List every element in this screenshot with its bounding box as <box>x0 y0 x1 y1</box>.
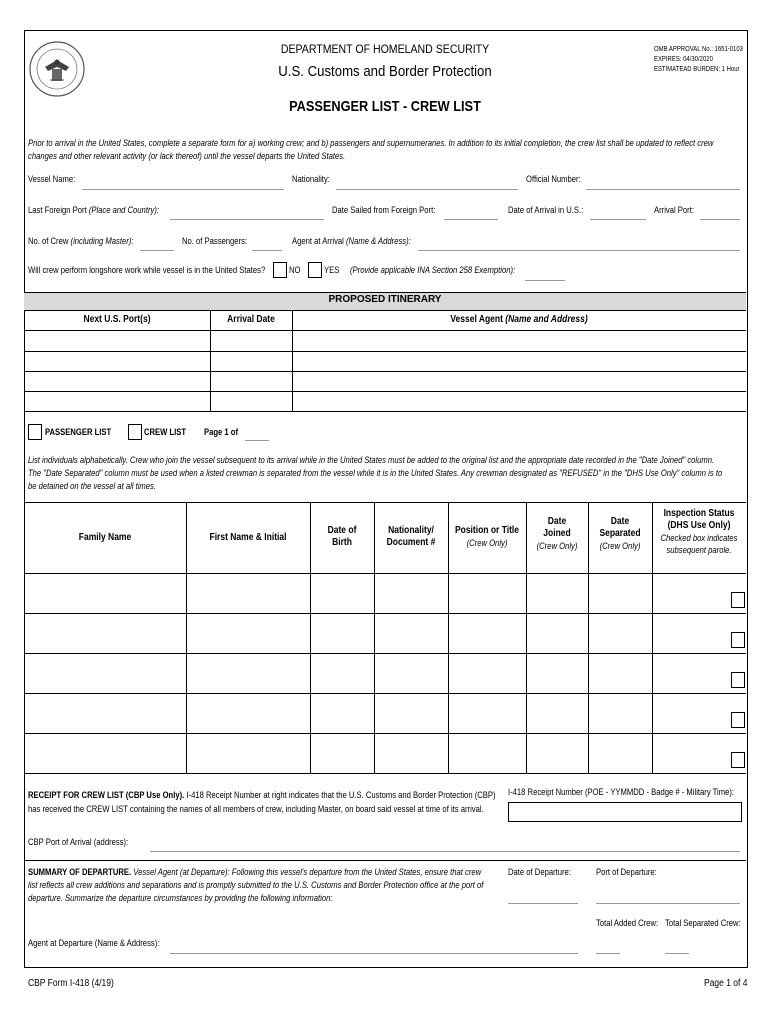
itinerary-col-arrival-date: Arrival Date <box>227 314 275 325</box>
itin-col-line <box>292 310 293 411</box>
longshore-yes-checkbox[interactable] <box>308 262 322 278</box>
crew-row-line <box>24 773 746 774</box>
summary-line-1: SUMMARY OF DEPARTURE. Vessel Agent (at Departure): Following this vessel's departure from the United States, ensure that crew <box>28 867 482 877</box>
port-departure-label: Port of Departure: <box>596 867 657 877</box>
crew-col-line <box>186 502 187 773</box>
inspection-checkbox[interactable] <box>731 592 745 608</box>
total-added-label: Total Added Crew: <box>596 918 659 928</box>
form-number: CBP Form I-418 (4/19) <box>28 978 114 989</box>
cbp-port-label: CBP Port of Arrival (address): <box>28 837 129 847</box>
agent-arrival-input[interactable] <box>418 250 740 251</box>
agent-departure-input[interactable] <box>170 953 578 954</box>
itinerary-col-agent: Vessel Agent (Name and Address) <box>450 314 588 325</box>
longshore-question: Will crew perform longshore work while vessel is in the United States? <box>28 265 266 275</box>
num-passengers-label: No. of Passengers: <box>182 236 248 246</box>
date-arrival-input[interactable] <box>590 219 646 220</box>
date-sailed-label: Date Sailed from Foreign Port: <box>332 205 436 215</box>
inspection-checkbox[interactable] <box>731 752 745 768</box>
crew-row-line <box>24 733 746 734</box>
official-number-label: Official Number: <box>526 174 581 184</box>
itin-row-line <box>24 351 746 352</box>
total-separated-label: Total Separated Crew: <box>665 918 741 928</box>
crew-row-line <box>24 693 746 694</box>
longshore-no-label: NO <box>289 265 301 275</box>
cbp-port-input[interactable] <box>150 851 740 852</box>
receipt-number-label: I-418 Receipt Number (POE - YYMMDD - Badge # - Military Time): <box>508 787 735 797</box>
itinerary-title: PROPOSED ITINERARY <box>328 294 442 305</box>
crew-col-line <box>448 502 449 773</box>
col-family-name: Family Name <box>78 532 132 543</box>
longshore-yes-label: YES <box>324 265 340 275</box>
itinerary-col-ports: Next U.S. Port(s) <box>83 314 151 325</box>
date-arrival-label: Date of Arrival in U.S.: <box>508 205 584 215</box>
vessel-name-input[interactable] <box>82 189 284 190</box>
arrival-port-label: Arrival Port: <box>654 205 694 215</box>
inspection-checkbox[interactable] <box>731 672 745 688</box>
itin-row-line <box>24 330 746 331</box>
col-date-of-birth: Date of Birth <box>327 525 357 548</box>
estimated-burden: ESTIMATEAD BURDEN: 1 Hour <box>654 66 740 73</box>
crew-row-line <box>24 573 746 574</box>
receipt-line-2: has received the CREW LIST containing the names of all members of crew, including Master, on board said vessel at time of its arrival. <box>28 804 484 814</box>
inspection-checkbox[interactable] <box>731 632 745 648</box>
crew-col-line <box>652 502 653 773</box>
col-inspection-status: Inspection Status (DHS Use Only) Checked box indicates subsequent parole. <box>660 508 738 555</box>
itin-col-line <box>210 310 211 411</box>
crew-list-label: CREW LIST <box>144 427 187 437</box>
expires-date: EXPIRES: 04/30/2020 <box>654 56 713 63</box>
crew-col-line <box>588 502 589 773</box>
total-added-input[interactable] <box>596 953 620 954</box>
agency-title: U.S. Customs and Border Protection <box>278 63 492 80</box>
num-crew-label: No. of Crew (including Master): <box>28 236 134 246</box>
passenger-list-checkbox[interactable] <box>28 424 42 440</box>
agent-departure-label: Agent at Departure (Name & Address): <box>28 938 160 948</box>
last-port-label: Last Foreign Port (Place and Country): <box>28 205 159 215</box>
crew-list-checkbox[interactable] <box>128 424 142 440</box>
nationality-input[interactable] <box>336 189 518 190</box>
nationality-label: Nationality: <box>292 174 330 184</box>
crew-col-line <box>374 502 375 773</box>
summary-line-2: list reflects all crew additions and separations and is promptly submitted to the U.S. Customs and Border Protection office at the port of <box>28 880 484 890</box>
itin-row-line <box>24 391 746 392</box>
dhs-seal-icon <box>28 40 86 98</box>
department-title: DEPARTMENT OF HOMELAND SECURITY <box>280 42 490 56</box>
last-port-input[interactable] <box>170 219 324 220</box>
col-position-title: Position or Title (Crew Only) <box>454 525 520 548</box>
date-departure-label: Date of Departure: <box>508 867 571 877</box>
agent-arrival-label: Agent at Arrival (Name & Address): <box>292 236 411 246</box>
receipt-line-1: RECEIPT FOR CREW LIST (CBP Use Only). I-418 Receipt Number at right indicates that the U.S. Customs and Border Protection (CBP) <box>28 790 496 800</box>
num-crew-input[interactable] <box>140 250 174 251</box>
col-nationality-document: Nationality/ Document # <box>386 525 436 548</box>
passenger-list-label: PASSENGER LIST <box>45 427 112 437</box>
crew-row-line <box>24 653 746 654</box>
itin-row-line <box>24 371 746 372</box>
crew-col-line <box>526 502 527 773</box>
page-of-label: Page 1 of <box>204 427 239 437</box>
official-number-input[interactable] <box>586 189 740 190</box>
crew-row-line <box>24 613 746 614</box>
itin-row-line <box>24 411 746 412</box>
col-first-name: First Name & Initial <box>209 532 287 543</box>
longshore-no-checkbox[interactable] <box>273 262 287 278</box>
form-border <box>24 30 748 968</box>
num-passengers-input[interactable] <box>252 250 282 251</box>
page-number: Page 1 of 4 <box>704 978 748 989</box>
col-date-separated: Date Separated (Crew Only) <box>599 516 641 551</box>
omb-approval: OMB APPROVAL No.: 1651-0103 <box>654 46 743 53</box>
form-title: PASSENGER LIST - CREW LIST <box>289 98 481 115</box>
exemption-label: (Provide applicable INA Section 258 Exemption): <box>350 265 516 275</box>
crew-col-line <box>310 502 311 773</box>
intro-line-2: changes and other relevant activity (or lack thereof) until the vessel departs the United States. <box>28 151 346 161</box>
crew-table-top <box>24 502 746 503</box>
instructions-line-3: be detained on the vessel at all times. <box>28 481 157 491</box>
inspection-checkbox[interactable] <box>731 712 745 728</box>
vessel-name-label: Vessel Name: <box>28 174 76 184</box>
date-sailed-input[interactable] <box>444 219 498 220</box>
page-total-input[interactable] <box>245 440 269 441</box>
receipt-number-input[interactable] <box>508 802 742 822</box>
total-separated-input[interactable] <box>665 953 689 954</box>
summary-line-3: departure. Summarize the departure circumstances by providing the following information: <box>28 893 333 903</box>
instructions-line-1: List individuals alphabetically. Crew who join the vessel subsequent to its arrival while in the United States must be added to the original list and the appropriate date recorded in the "Date Joined" column. <box>28 455 715 465</box>
exemption-input[interactable] <box>525 280 565 281</box>
instructions-line-2: The "Date Separated" column must be used when a listed crewman is separated from the vessel while it is in the United States. Any crewman designated as "REFUSED" in the "DHS Use Only" column is to <box>28 468 723 478</box>
date-departure-input[interactable] <box>508 903 578 904</box>
arrival-port-input[interactable] <box>700 219 740 220</box>
summary-divider <box>24 860 746 861</box>
port-departure-input[interactable] <box>596 903 740 904</box>
intro-line-1: Prior to arrival in the United States, complete a separate form for a) working crew; and b) passengers and supernumeraries. In addition to its initial completion, the crew list shall be updated to reflect crew <box>28 138 714 148</box>
col-date-joined: Date Joined (Crew Only) <box>536 516 578 551</box>
